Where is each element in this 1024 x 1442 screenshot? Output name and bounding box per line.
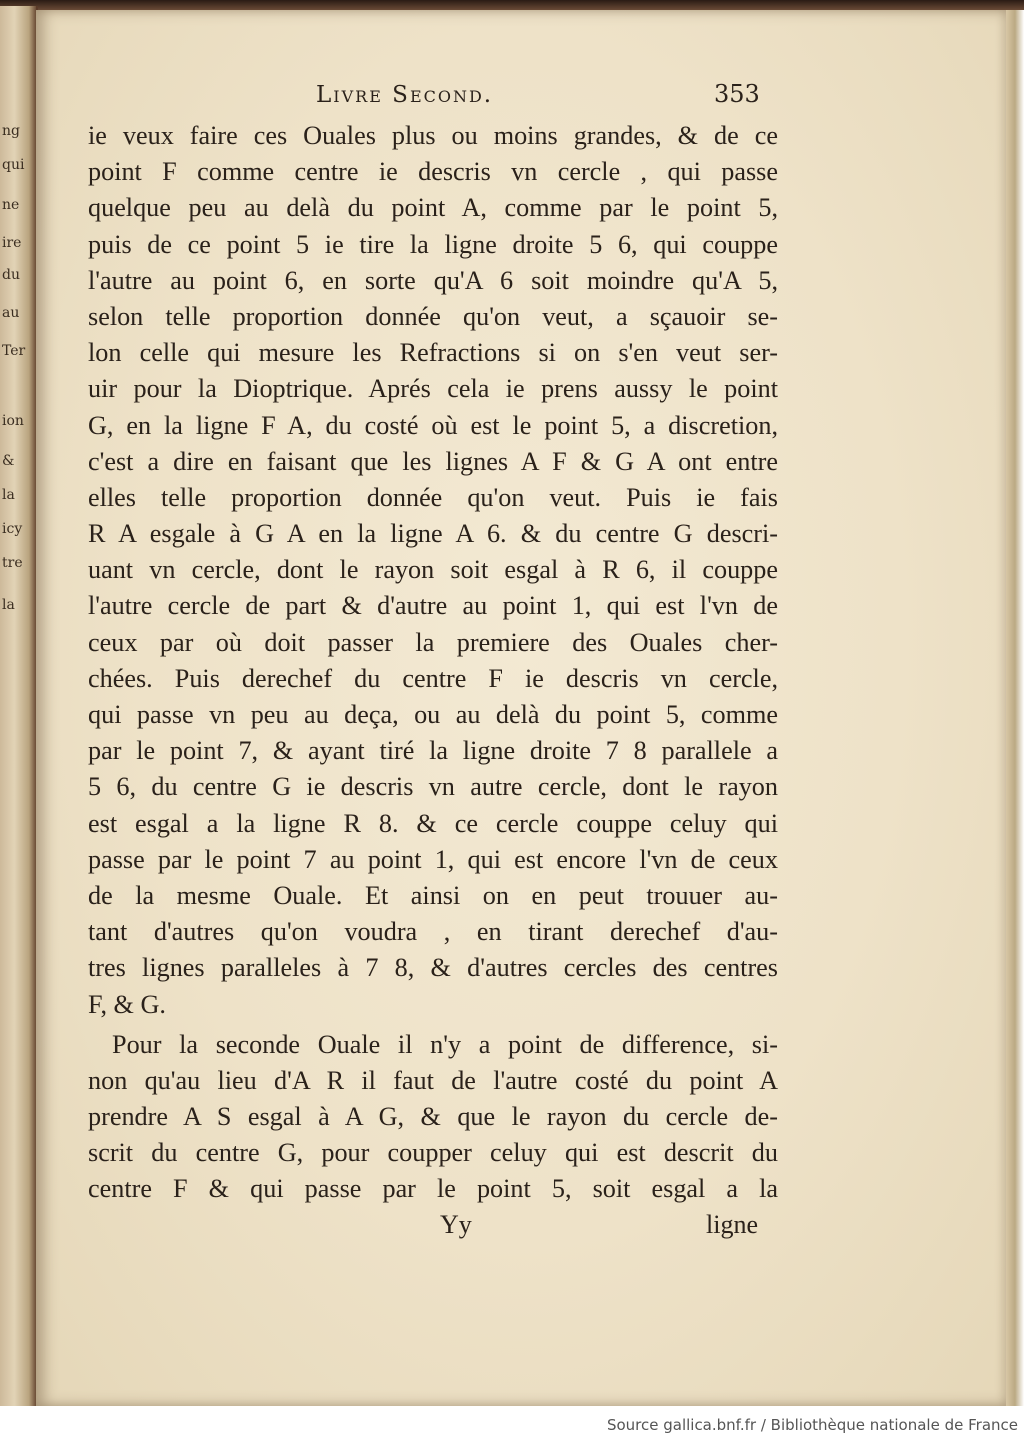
text-line: tres lignes paralleles à 7 8, & d'autres cercles des centres — [88, 953, 778, 983]
left-page-fragment: ne — [2, 197, 20, 213]
text-line: tant d'autres qu'on voudra , en tirant derechef d'au- — [88, 917, 778, 947]
running-head: Livre Second. — [316, 82, 494, 108]
text-line: puis de ce point 5 ie tire la ligne droite 5 6, qui couppe — [88, 229, 778, 259]
footer-bar — [0, 1406, 1024, 1442]
text-line: l'autre cercle de part & d'autre au point 1, qui est l'vn de — [88, 591, 778, 621]
page-number: 353 — [714, 80, 760, 108]
left-page-fragment: qui — [2, 157, 25, 173]
left-page-fragment: ion — [2, 413, 24, 429]
left-page-fragment: icy — [2, 521, 23, 537]
text-line: point F comme centre ie descris vn cercle , qui passe — [88, 157, 778, 187]
signature-mark: Yy — [440, 1210, 472, 1239]
text-line: centre F & qui passe par le point 5, soit esgal a la — [88, 1174, 778, 1204]
text-line: R A esgale à G A en la ligne A 6. & du centre G descri- — [88, 519, 778, 549]
text-line: G, en la ligne F A, du costé où est le point 5, a discretion, — [88, 410, 778, 440]
left-facing-page-edge — [0, 6, 38, 1406]
left-page-fragment: tre — [2, 555, 23, 571]
body-text — [88, 118, 778, 1208]
binding-shadow — [0, 0, 1024, 10]
text-line: 5 6, du centre G ie descris vn autre cercle, dont le rayon — [88, 772, 778, 802]
catchword: ligne — [706, 1210, 758, 1239]
left-page-fragment: ng — [2, 123, 20, 139]
text-line: l'autre au point 6, en sorte qu'A 6 soit moindre qu'A 5, — [88, 265, 778, 295]
left-page-fragment: la — [2, 487, 15, 503]
page-right-edge — [1006, 10, 1024, 1406]
text-line: chées. Puis derechef du centre F ie descris vn cercle, — [88, 663, 778, 693]
text-line: qui passe vn peu au deça, ou au delà du point 5, comme — [88, 700, 778, 729]
text-line: uir pour la Dioptrique. Aprés cela ie prens aussy le point — [88, 374, 778, 404]
text-line: c'est a dire en faisant que les lignes A F & G A ont entre — [88, 446, 778, 476]
text-line: selon telle proportion donnée qu'on veut, a sçauoir se- — [88, 301, 778, 331]
left-page-fragment: la — [2, 597, 15, 613]
text-line: prendre A S esgal à A G, & que le rayon du cercle de- — [88, 1102, 778, 1132]
left-page-fragment: du — [2, 267, 20, 283]
left-page-fragment: & — [2, 453, 15, 469]
text-line: est esgal a la ligne R 8. & ce cercle couppe celuy qui — [88, 808, 778, 838]
text-line: uant vn cercle, dont le rayon soit esgal à R 6, il couppe — [88, 555, 778, 585]
text-line: F, & G. — [88, 989, 166, 1019]
text-line: lon celle qui mesure les Refractions si on s'en veut ser- — [88, 338, 778, 368]
left-page-fragment: au — [2, 305, 20, 321]
text-line: ceux par où doit passer la premiere des Ouales cher- — [88, 627, 778, 657]
left-page-fragment: ire — [2, 235, 22, 251]
text-line: par le point 7, & ayant tiré la ligne droite 7 8 parallele a — [88, 736, 778, 766]
text-line: ie veux faire ces Ouales plus ou moins grandes, & de ce — [88, 121, 778, 150]
text-line: quelque peu au delà du point A, comme par le point 5, — [88, 193, 778, 223]
left-page-fragment: Ter — [2, 343, 26, 359]
text-line: Pour la seconde Ouale il n'y a point de difference, si- — [112, 1029, 778, 1059]
text-line: non qu'au lieu d'A R il faut de l'autre costé du point A — [88, 1065, 778, 1095]
source-credit: Source gallica.bnf.fr / Bibliothèque nationale de France — [606, 1416, 1018, 1434]
text-line: scrit du centre G, pour coupper celuy qui est descrit du — [88, 1138, 778, 1168]
text-line: elles telle proportion donnée qu'on veut. Puis ie fais — [88, 482, 778, 512]
text-line: de la mesme Ouale. Et ainsi on en peut trouuer au- — [88, 880, 778, 910]
text-line: passe par le point 7 au point 1, qui est encore l'vn de ceux — [88, 844, 778, 874]
